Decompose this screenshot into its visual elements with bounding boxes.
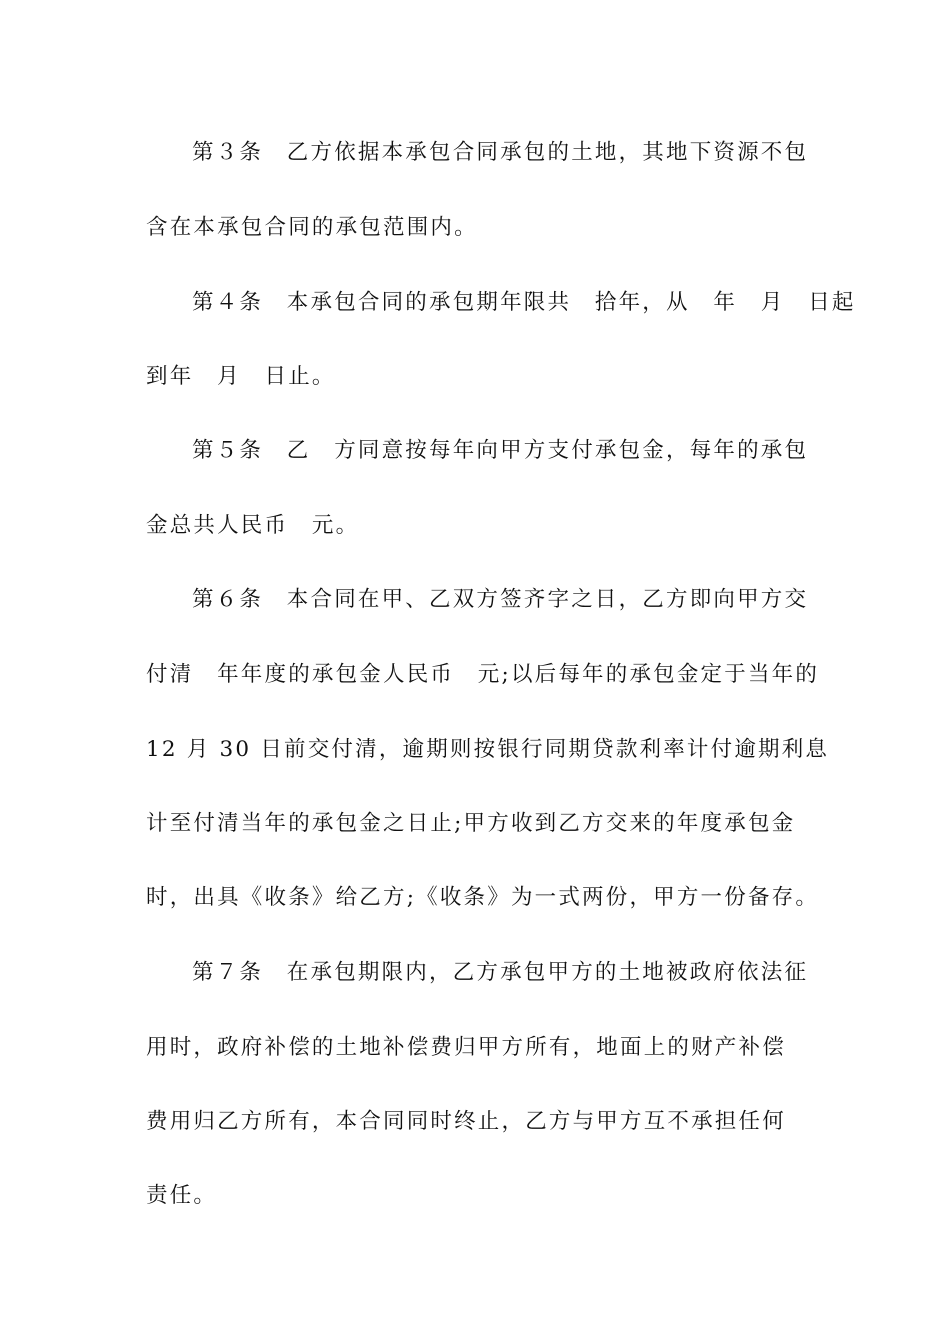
article-7-line-3: 费用归乙方所有，本合同同时终止，乙方与甲方互不承担任何: [146, 1109, 786, 1134]
article-4-line-2: 到年 月 日止。: [146, 364, 336, 389]
article-6-line-5: 时，出具《收条》给乙方;《收条》为一式两份，甲方一份备存。: [146, 885, 820, 910]
article-4-line-1: 第４条 本承包合同的承包期年限共 拾年，从 年 月 日起: [192, 290, 856, 315]
article-3-line-2: 含在本承包合同的承包范围内。: [146, 215, 478, 240]
article-6-line-3: 12 月 30 日前交付清，逾期则按银行同期贷款利率计付逾期利息: [146, 737, 830, 762]
article-5-line-2: 金总共人民币 元。: [146, 513, 360, 538]
article-6-line-1: 第６条 本合同在甲、乙双方签齐字之日，乙方即向甲方交: [192, 587, 809, 612]
article-7-line-2: 用时，政府补偿的土地补偿费归甲方所有，地面上的财产补偿: [146, 1035, 786, 1060]
article-7-line-4: 责任。: [146, 1183, 218, 1208]
article-7-line-1: 第７条 在承包期限内，乙方承包甲方的土地被政府依法征: [192, 960, 809, 985]
article-6-line-2: 付清 年年度的承包金人民币 元;以后每年的承包金定于当年的: [146, 662, 820, 687]
article-6-line-4: 计至付清当年的承包金之日止;甲方收到乙方交来的年度承包金: [146, 811, 796, 836]
article-3-line-1: 第３条 乙方依据本承包合同承包的土地，其地下资源不包: [192, 140, 809, 165]
article-5-line-1: 第５条 乙 方同意按每年向甲方支付承包金，每年的承包: [192, 438, 809, 463]
